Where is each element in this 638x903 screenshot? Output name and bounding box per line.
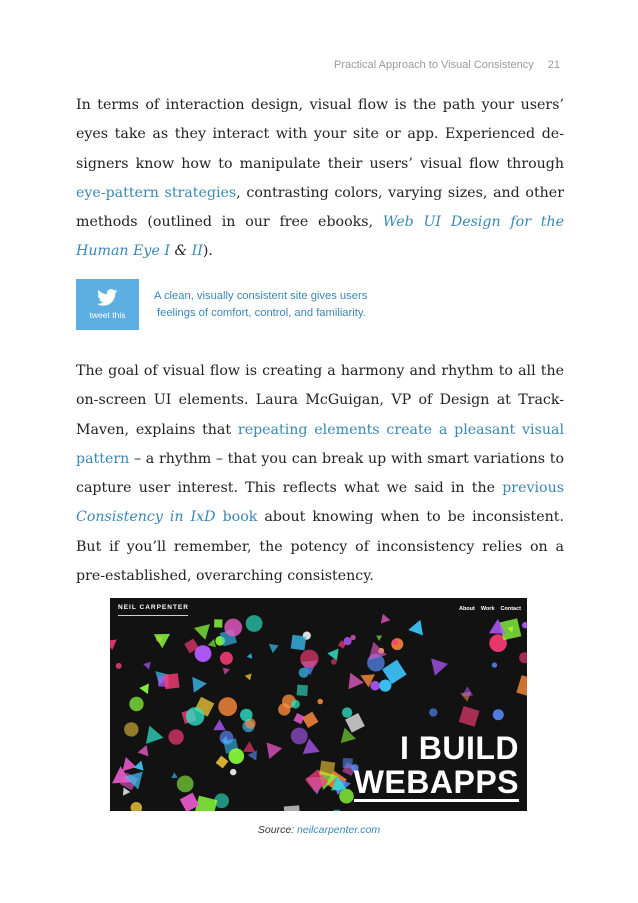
confetti-triangle	[213, 719, 225, 730]
confetti-circle	[291, 728, 308, 745]
confetti-circle	[344, 637, 352, 645]
confetti-circle	[522, 622, 527, 628]
confetti-triangle	[267, 742, 283, 759]
figure-brand: NEIL CARPENTER	[118, 604, 189, 611]
confetti-triangle	[376, 636, 382, 641]
confetti-triangle	[408, 620, 423, 636]
figure-headline-line-1: I BUILD	[399, 730, 519, 766]
confetti-square	[516, 675, 527, 698]
confetti-circle	[168, 729, 183, 744]
confetti-square	[297, 685, 308, 696]
confetti-circle	[246, 615, 263, 632]
caption-source-link[interactable]: neilcarpenter.com	[297, 824, 381, 836]
repeating-elements-link[interactable]: repeating elements create a pleasant visual pattern	[76, 421, 564, 467]
confetti-triangle	[247, 653, 253, 659]
paragraph-visual-rhythm	[76, 357, 564, 591]
confetti-triangle	[462, 686, 473, 696]
pull-quote-line-2: feelings of comfort, control, and familiarity.	[157, 307, 366, 319]
confetti-triangle	[138, 745, 149, 756]
confetti-triangle	[208, 639, 216, 647]
confetti-circle	[379, 680, 391, 692]
confetti-square	[284, 805, 300, 811]
paragraph-visual-flow	[76, 91, 564, 267]
confetti-triangle	[171, 772, 178, 778]
confetti-triangle	[192, 677, 207, 693]
figure-nav-work: Work	[480, 606, 495, 612]
confetti-triangle	[110, 640, 117, 651]
confetti-circle	[331, 659, 337, 665]
confetti-triangle	[143, 662, 151, 670]
caption-prefix: Source:	[257, 824, 298, 836]
confetti-circle	[278, 703, 290, 715]
pull-quote-line-1: A clean, visually consistent site gives users	[154, 290, 368, 302]
confetti-triangle	[269, 644, 279, 653]
figure-nav-contact: Contact	[500, 606, 521, 612]
confetti-circle	[240, 709, 253, 722]
para1-text-1: In terms of interaction design, visual flow is the path your users’ eyes take as they interact with your site or app. Experienced de-signers know how to manipulate their users’ visual flow through	[76, 97, 564, 172]
confetti-square	[214, 619, 222, 627]
confetti-triangle	[134, 761, 144, 771]
confetti-triangle	[194, 624, 210, 640]
para1-text-2: , contrasting colors, varying sizes, and other methods (outlined in our free ebooks,	[76, 184, 564, 231]
confetti-circle	[519, 652, 527, 663]
confetti-square	[459, 706, 480, 727]
confetti-square	[293, 713, 304, 724]
pull-quote	[154, 288, 414, 322]
confetti-circle	[492, 662, 497, 667]
confetti-square	[291, 635, 307, 651]
confetti-circle	[186, 707, 205, 726]
confetti-circle	[116, 663, 122, 669]
confetti-triangle	[243, 741, 255, 752]
confetti-triangle	[154, 634, 170, 648]
confetti-circle	[493, 709, 504, 720]
confetti-circle	[317, 699, 323, 705]
tweet-this-label: tweet this	[89, 310, 126, 320]
para2-text-2: – a rhythm – that you can break up with smart variations to capture user interest. This reflects what we said in the	[76, 450, 564, 497]
figure-nav	[459, 606, 521, 612]
para1-ampersand: &	[169, 243, 192, 260]
confetti-triangle	[327, 649, 338, 661]
confetti-square	[319, 761, 335, 777]
figure-screenshot	[110, 598, 527, 811]
figure-headline	[354, 732, 519, 802]
confetti-circle	[218, 697, 237, 716]
confetti-triangle	[245, 673, 252, 680]
figure-caption	[0, 824, 638, 836]
web-ui-design-ebook-1-title: Web UI Design for the Human Eye I	[76, 214, 564, 260]
confetti-triangle	[123, 757, 137, 771]
web-ui-design-ebook-2-link[interactable]	[192, 243, 203, 259]
figure-brand-underline	[118, 615, 188, 616]
running-head	[334, 59, 560, 71]
page-number: 21	[547, 59, 560, 71]
previous-book-text: previous	[502, 480, 564, 497]
confetti-circle	[131, 802, 143, 811]
twitter-bird-icon	[97, 289, 118, 306]
confetti-square	[164, 673, 180, 689]
confetti-triangle	[139, 684, 149, 695]
confetti-circle	[229, 748, 245, 764]
confetti-square	[302, 712, 318, 728]
confetti-circle	[129, 697, 143, 711]
confetti-circle	[370, 681, 380, 691]
confetti-circle	[124, 722, 138, 736]
eye-pattern-strategies-link[interactable]: eye-pattern strategies	[76, 184, 237, 201]
confetti-triangle	[348, 673, 363, 690]
confetti-circle	[350, 635, 355, 640]
confetti-circle	[300, 650, 318, 668]
previous-book-suffix: book	[215, 509, 258, 526]
running-head-title: Practical Approach to Visual Consistency	[334, 59, 534, 71]
figure-nav-about: About	[458, 606, 475, 612]
confetti-circle	[429, 708, 437, 716]
confetti-circle	[392, 639, 398, 645]
para2-text-1: The goal of visual flow is creating a harmony and rhythm to all the on-screen UI elements. Laura McGuigan, VP of Design at Track-Maven, explains that	[76, 363, 564, 438]
confetti-triangle	[431, 659, 448, 676]
confetti-circle	[177, 776, 194, 793]
confetti-circle	[220, 652, 233, 665]
confetti-triangle	[381, 614, 391, 624]
para2-text-3: about knowing when to be inconsistent. But if you’ll remember, the potency of inconsistency relies on a pre-established, overarching consistency.	[76, 509, 564, 585]
confetti-circle	[342, 707, 352, 717]
confetti-square	[343, 758, 353, 768]
confetti-circle	[291, 700, 300, 709]
figure-headline-line-2: WEBAPPS	[353, 764, 519, 800]
previous-book-title: Consistency in IxD	[76, 509, 216, 526]
confetti-triangle	[223, 668, 230, 675]
confetti-circle	[224, 619, 242, 637]
confetti-square	[216, 756, 229, 769]
tweet-this-button[interactable]	[76, 279, 139, 330]
para1-text-3: ).	[202, 243, 213, 260]
web-ui-design-ebook-2-title: II	[191, 243, 203, 260]
confetti-circle	[230, 769, 236, 775]
confetti-triangle	[146, 726, 164, 744]
confetti-square	[334, 810, 340, 811]
